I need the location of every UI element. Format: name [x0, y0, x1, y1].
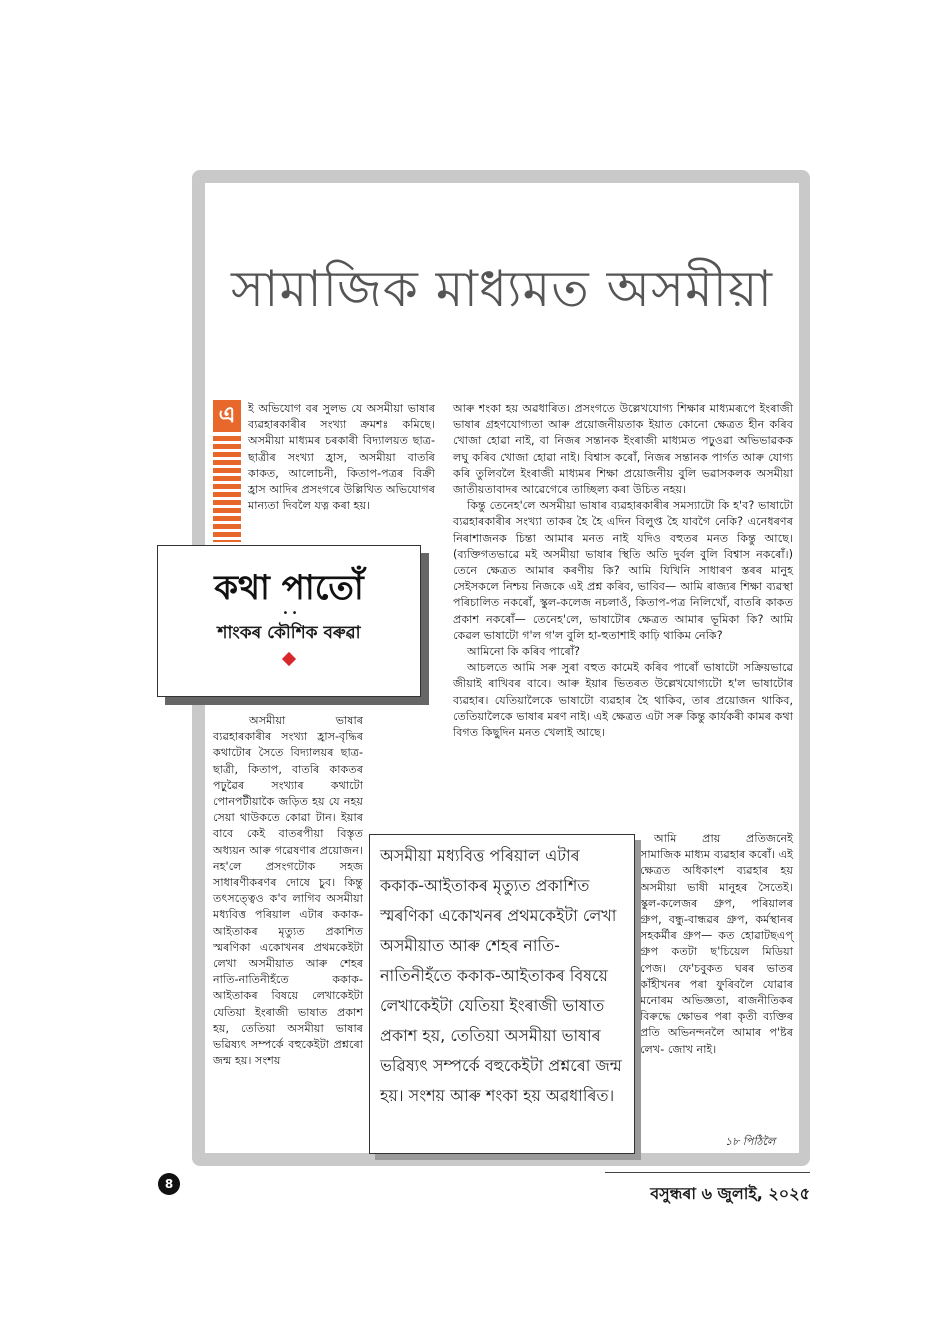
continued-note: ১৮ পিঠিলৈ: [725, 1135, 776, 1148]
feature-title: কথা পাতোঁ: [214, 568, 364, 608]
feature-dots: • •: [282, 608, 298, 619]
column2-text: [453, 401, 793, 741]
column3-paragraph: আমি প্ৰায় প্ৰতিজনেই সামাজিক মাধ্যম ব্যৱহাৰ কৰোঁ। এই ক্ষেত্ৰত অধিকাংশ ব্যৱহাৰ হয় অসমীয়া ভাষী মানুহৰ সৈতেই। স্কুল-কলেজৰ গ্ৰুপ, পৰিয়ালৰ গ্ৰুপ, বন্ধু-বান্ধৱৰ গ্ৰুপ, কৰ্মস্থানৰ সহকৰ্মীৰ গ্ৰুপ— কত হোৱাটছএপ্ গ্ৰুপ কতটা ছ'চিয়েল মিডিয়া পেজ। ফে'চবুকত ঘৰৰ ভাতৰ কাঁহীখনৰ পৰা ফুৰিবলৈ যোৱাৰ মনোৰম অভিজ্ঞতা, ৰাজনীতিকৰ বিৰুদ্ধে ক্ষোভৰ পৰা কৃতী ব্যক্তিৰ প্ৰতি অভিনন্দনলৈ আমাৰ প'ষ্টৰ লেখ- জোখ নাই।: [640, 832, 793, 1056]
pull-quote-box: [369, 834, 635, 1154]
page-number: 8: [158, 1173, 180, 1195]
footer-publication-date: বসুন্ধৰা ৬ জুলাই, ২০২৫: [650, 1184, 810, 1203]
column1-paragraph: অসমীয়া ভাষাৰ ব্যৱহাৰকাৰীৰ সংখ্যা হ্ৰাস-বৃদ্ধিৰ কথাটোৰ সৈতে বিদ্যালয়ৰ ছাত্ৰ-ছাত্ৰী, কিতাপ, বাতৰি কাকতৰ পঢ়ুৱৈৰ সংখ্যাৰ কথাটো পোনপটীয়াকৈ জড়িত হয় যে নহয় সেয়া থাউকতে কোৱা টান। ইয়াৰ বাবে কেই বাতৰপীয়া বিস্তৃত অধ্যয়ন আৰু গৱেষণাৰ প্ৰয়োজন। নহ'লে প্ৰসংগটোক সহজ সাধাৰণীকৰণৰ দোষে চুব। কিন্তু তৎসত্ত্বেও ক'ব লাগিব অসমীয়া মধ্যবিত্ত পৰিয়াল এটাৰ ককাক-আইতাকৰ মৃত্যুত প্ৰকাশিত স্মৰণিকা একোখনৰ প্ৰথমকেইটা লেখা অসমীয়াত আৰু শেহৰ নাতি-নাতিনীহঁতে ককাক-আইতাকৰ বিষয়ে লেখাকেইটা যেতিয়া ইংৰাজী ভাষাত প্ৰকাশ হয়, তেতিয়া অসমীয়া ভাষাৰ ভৱিষ্যৎ সম্পৰ্কে বহুকেইটা প্ৰশ্নৰো জন্ম হয়। সংশয়: [213, 714, 363, 1068]
column1-bottom-text: [213, 713, 363, 1069]
column2-paragraph-3: আমিনো কি কৰিব পাৰোঁ?: [467, 645, 580, 659]
orange-stripes-decoration: [213, 436, 241, 542]
drop-cap: এ: [213, 400, 241, 432]
column2-paragraph-1: আৰু শংকা হয় অৱধাৰিত। প্ৰসংগতে উল্লেখযোগ্য শিক্ষাৰ মাধ্যমৰূপে ইংৰাজী ভাষাৰ গ্ৰহণযোগ্যতা আৰু প্ৰয়োজনীয়তাক ইয়াত কোনো ক্ষেত্ৰত হীন কৰিব খোজা হোৱা নাই, বা নিজৰ সন্তানক ইংৰাজী মাধ্যমত পঢ়ুওৱা অভিভাৱকক লঘু কৰিব খোজা হোৱা নাই। বিশ্বাস কৰোঁ, নিজৰ সন্তানক পাৰ্গত আৰু যোগ্য কৰি তুলিবলৈ ইংৰাজী মাধ্যমৰ শিক্ষা প্ৰয়োজনীয় বুলি ভৱাসকলক অসমীয়া জাতীয়তাবাদৰ আৱেগেৰে তাচ্ছিল্য কৰা উচিত নহয়।: [453, 402, 793, 497]
column3-text: [640, 831, 793, 1058]
article-headline: সামাজিক মাধ্যমত অসমীয়া: [230, 260, 774, 318]
footer-rule: [605, 1172, 810, 1173]
column1-top-text: [248, 401, 435, 514]
author-name: শাংকৰ কৌশিক বৰুৱা: [217, 623, 361, 643]
diamond-icon: [282, 652, 296, 666]
column2-paragraph-2: কিন্তু তেনেহ'লে অসমীয়া ভাষাৰ ব্যৱহাৰকাৰীৰ সমস্যাটো কি হ'ব? ভাষাটো ব্যৱহাৰকাৰীৰ সংখ্যা তাকৰ হৈ হৈ এদিন বিলুপ্ত হৈ যাবগৈ নেকি? এনেধৰণৰ নিৰাশাজনক চিন্তা আমাৰ মনত নাই যদিও বহুতৰ মনত কিন্তু আছে। (ব্যক্তিগতভাৱে মই অসমীয়া ভাষাৰ স্থিতি অতি দুৰ্বল বুলি বিশ্বাস নকৰোঁ।) তেনে ক্ষেত্ৰত আমাৰ কৰণীয় কি? আমি যিখিনি সাধাৰণ স্তৰৰ মানুহ সেইসকলে নিশ্চয় নিজকে এই প্ৰশ্ন কৰিব, ভাবিব— আমি ৰাজ্যৰ শিক্ষা ব্যৱস্থা পৰিচালিত নকৰোঁ, স্কুল-কলেজ নচলাওঁ, কিতাপ-পত্ৰ নিলিখোঁ, বাতৰি কাকত প্ৰকাশ নকৰোঁ— তেনেহ'লে, ভাষাটোৰ ক্ষেত্ৰত আমাৰ ভূমিকা কি? আমি কেৱল ভাষাটো গ'ল গ'ল বুলি হা-হুতাশাই কাঢ়ি থাকিম নেকি?: [453, 499, 793, 642]
feature-box: [157, 545, 421, 697]
pull-quote-text: অসমীয়া মধ্যবিত্ত পৰিয়াল এটাৰ ককাক-আইতাকৰ মৃত্যুত প্ৰকাশিত স্মৰণিকা একোখনৰ প্ৰথমকেইটা লেখা অসমীয়াত আৰু শেহৰ নাতি-নাতিনীহঁতে ককাক-আইতাকৰ বিষয়ে লেখাকেইটা যেতিয়া ইংৰাজী ভাষাত প্ৰকাশ হয়, তেতিয়া অসমীয়া ভাষাৰ ভৱিষ্যৎ সম্পৰ্কে বহুকেইটা প্ৰশ্নৰো জন্ম হয়। সংশয় আৰু শংকা হয় অৱধাৰিত।: [380, 846, 622, 1105]
column2-paragraph-4: আচলতে আমি সৰু সুৰা বহুত কামেই কৰিব পাৰোঁ ভাষাটো সক্ৰিয়ভাৱে জীয়াই ৰাখিবৰ বাবে। আৰু ইয়াৰ ভিতৰত উল্লেখযোগ্যটো হ'ল ভাষাটোৰ ব্যৱহাৰ। যেতিয়ালৈকে ভাষাটো ব্যৱহাৰ হৈ থাকিব, তাৰ প্ৰয়োজন থাকিব, তেতিয়ালৈকে ভাষাৰ মৰণ নাই। এই ক্ষেত্ৰত এটা সৰু কিন্তু কাৰ্যকৰী কামৰ কথা বিগত কিছুদিন মনত খেলাই আছে।: [453, 661, 793, 740]
intro-paragraph: ই অভিযোগ বৰ সুলভ যে অসমীয়া ভাষাৰ ব্যৱহাৰকাৰীৰ সংখ্যা ক্ৰমশঃ কমিছে। অসমীয়া মাধ্যমৰ চৰকাৰী বিদ্যালয়ত ছাত্ৰ-ছাত্ৰীৰ সংখ্যা হ্ৰাস, অসমীয়া বাতৰি কাকত, আলোচনী, কিতাপ-পত্ৰৰ বিক্ৰী হ্ৰাস আদিৰ প্ৰসংগৰে উল্লিখিত অভিযোগৰ মান্যতা দিবলৈ যত্ন কৰা হয়।: [248, 402, 435, 513]
